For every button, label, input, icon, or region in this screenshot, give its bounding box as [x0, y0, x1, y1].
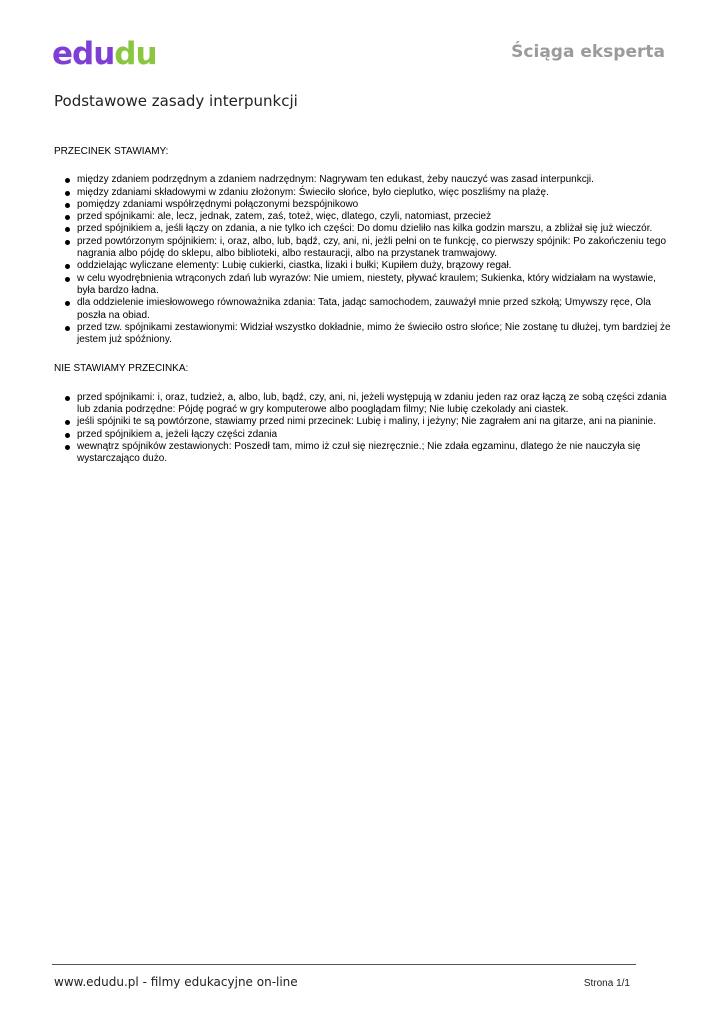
section-heading: PRZECINEK STAWIAMY:	[54, 146, 169, 157]
bullet-icon	[65, 445, 70, 450]
section-heading: NIE STAWIAMY PRZECINKA:	[54, 363, 189, 375]
list-item: między zdaniem podrzędnym a zdaniem nadrzędnym: Nagrywam ten edukast, żeby nauczyć was zasad interpunkcji.	[77, 174, 674, 186]
header-tagline: Ściąga eksperta	[511, 42, 665, 62]
edudu-logo[interactable]	[52, 32, 192, 76]
footer-site-link[interactable]: www.edudu.pl - filmy edukacyjne on-line	[54, 975, 298, 989]
list-item: przed spójnikami: ale, lecz, jednak, zatem, zaś, toteż, więc, dlatego, czyli, natomiast, przecież	[77, 211, 674, 223]
list-item: dla oddzielenie imiesłowowego równoważnika zdania: Tata, jadąc samochodem, zauważył mnie przed szkołą; Umywszy ręce, Ola poszła na obiad.	[77, 297, 674, 322]
section-no-comma	[54, 363, 674, 465]
rules-list	[54, 392, 674, 466]
list-item: przed spójnikiem a, jeżeli łączy części zdania	[77, 429, 674, 441]
list-item: przed tzw. spójnikami zestawionymi: Widział wszystko dokładnie, mimo że świeciło ostro słońce; Nie zostanę tu dłużej, tym bardziej że jestem już spóźniony.	[77, 322, 674, 347]
bullet-icon	[65, 277, 70, 282]
list-item: w celu wyodrębnienia wtrąconych zdań lub wyrazów: Nie umiem, niestety, pływać kraulem; Sukienka, który widziałam na wystawie, była bardzo ładna.	[77, 273, 674, 298]
bullet-icon	[65, 178, 70, 183]
bullet-icon	[65, 215, 70, 220]
bullet-icon	[65, 203, 70, 208]
logo-wordmark: edudu	[52, 36, 157, 72]
bullet-icon	[65, 240, 70, 245]
bullet-icon	[65, 191, 70, 196]
bullet-icon	[65, 264, 70, 269]
footer-divider	[52, 964, 636, 965]
list-item: przed spójnikami: i, oraz, tudzież, a, albo, lub, bądź, czy, ani, ni, jeżeli występują w zdaniu jeden raz oraz łączą ze sobą części zdania lub zdania podrzędne: Pójdę pograć w gry komputerowe albo pooglądam filmy; Nie lubię czekolady ani ciastek.	[77, 392, 674, 417]
rules-list	[54, 174, 674, 346]
bullet-icon	[65, 420, 70, 425]
page-number: Strona 1/1	[583, 978, 630, 989]
bullet-icon	[65, 326, 70, 331]
list-item: jeśli spójniki te są powtórzone, stawiamy przed nimi przecinek: Lubię i maliny, i jeżyny; Nie zagrałem ani na gitarze, ani na pianinie.	[77, 416, 674, 428]
list-item: wewnątrz spójników zestawionych: Poszedł tam, mimo iż czuł się niezręcznie.; Nie zdała egzaminu, dlatego że nie nauczyła się wystarczająco dużo.	[77, 441, 674, 466]
list-item: przed powtórzonym spójnikiem: i, oraz, albo, lub, bądź, czy, ani, ni, jeżli pełni on te funkcję, co pierwszy spójnik: Po zakończeniu tego nagrania albo pójdę do sklepu, albo biblioteki, albo restauracji, albo na przystanek tramwajowy.	[77, 236, 674, 261]
section-comma-required	[54, 146, 674, 346]
list-item: przed spójnikiem a, jeśli łączy on zdania, a nie tylko ich części: Do domu dzieliło nas kilka godzin marszu, a zbliżał się już wieczór.	[77, 223, 674, 235]
list-item: oddzielając wyliczane elementy: Lubię cukierki, ciastka, lizaki i bułki; Kupiłem duży, brązowy regał.	[77, 260, 674, 272]
list-item: pomiędzy zdaniami współrzędnymi połączonymi bezspójnikowo	[77, 199, 674, 211]
document-body	[54, 146, 674, 483]
bullet-icon	[65, 396, 70, 401]
bullet-icon	[65, 433, 70, 438]
document-title: Podstawowe zasady interpunkcji	[54, 92, 298, 110]
bullet-icon	[65, 227, 70, 232]
list-item: między zdaniami składowymi w zdaniu złożonym: Świeciło słońce, było cieplutko, więc poszliśmy na plażę.	[77, 187, 674, 199]
bullet-icon	[65, 301, 70, 306]
